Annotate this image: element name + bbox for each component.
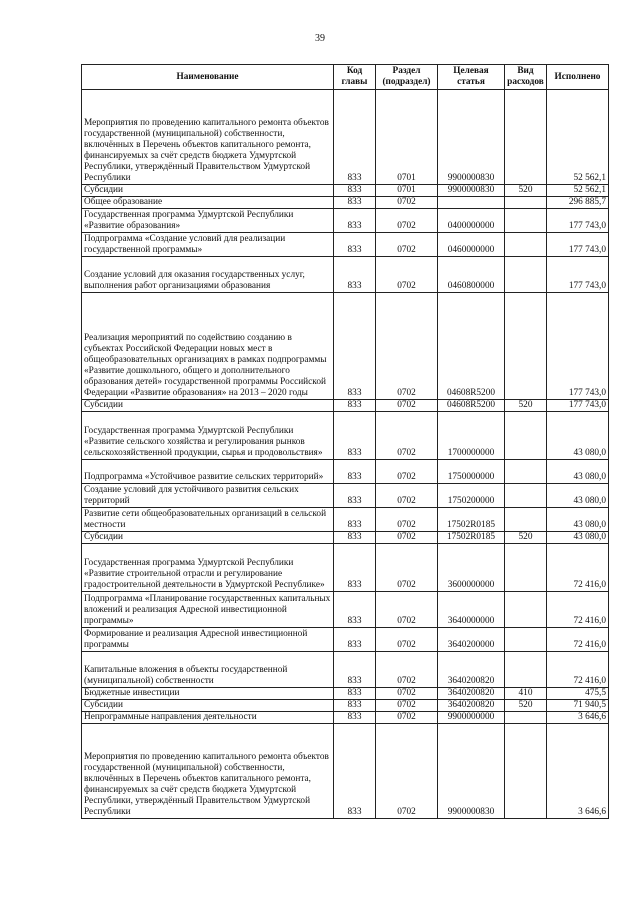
row-chapter-code: 833	[334, 724, 376, 819]
row-section: 0702	[376, 628, 438, 652]
row-chapter-code: 833	[334, 197, 376, 209]
row-expense-type	[505, 724, 547, 819]
row-chapter-code: 833	[334, 209, 376, 233]
row-chapter-code: 833	[334, 508, 376, 532]
row-expense-type	[505, 544, 547, 592]
table-row	[82, 712, 609, 724]
row-name: Субсидии	[82, 400, 334, 412]
row-executed-amount: 72 416,0	[547, 592, 609, 628]
row-name: Государственная программа Удмуртской Республики «Развитие сельского хозяйства и регулирования рынков сельскохозяйственной продукции, сырья и продовольствия»	[82, 412, 334, 460]
table-row	[82, 412, 609, 460]
row-target-article: 1750000000	[438, 460, 505, 484]
header-executed: Исполнено	[547, 65, 609, 90]
row-target-article: 04608R5200	[438, 400, 505, 412]
table-row	[82, 652, 609, 688]
table-row	[82, 197, 609, 209]
table-row	[82, 508, 609, 532]
row-target-article: 3640200820	[438, 688, 505, 700]
row-target-article: 04608R5200	[438, 293, 505, 400]
row-executed-amount: 72 416,0	[547, 544, 609, 592]
row-executed-amount: 475,5	[547, 688, 609, 700]
row-executed-amount: 177 743,0	[547, 209, 609, 233]
row-name: Создание условий для устойчивого развития сельских территорий	[82, 484, 334, 508]
row-expense-type: 520	[505, 185, 547, 197]
row-name: Реализация мероприятий по содействию созданию в субъектах Российской Федерации новых мест в общеобразовательных организациях в рамках подпрограммы «Развитие дошкольного, общего и дополнительного образования детей» государственной программы Российской Федерации «Развитие образования» на 2013 – 2020 годы	[82, 293, 334, 400]
row-expense-type	[505, 628, 547, 652]
row-target-article: 17502R0185	[438, 508, 505, 532]
row-target-article: 3640200000	[438, 628, 505, 652]
row-expense-type	[505, 712, 547, 724]
row-name: Создание условий для оказания государственных услуг, выполнения работ организациями образования	[82, 257, 334, 293]
row-name: Подпрограмма «Планирование государственных капитальных вложений и реализация Адресной инвестиционной программы»	[82, 592, 334, 628]
row-target-article: 1700000000	[438, 412, 505, 460]
table-row	[82, 724, 609, 819]
row-chapter-code: 833	[334, 412, 376, 460]
row-target-article: 3600000000	[438, 544, 505, 592]
row-chapter-code: 833	[334, 712, 376, 724]
budget-execution-table	[81, 64, 609, 819]
row-name: Подпрограмма «Создание условий для реализации государственной программы»	[82, 233, 334, 257]
row-section: 0702	[376, 293, 438, 400]
row-executed-amount: 72 416,0	[547, 652, 609, 688]
row-section: 0702	[376, 412, 438, 460]
row-target-article: 3640200820	[438, 652, 505, 688]
row-executed-amount: 177 743,0	[547, 293, 609, 400]
row-chapter-code: 833	[334, 293, 376, 400]
row-executed-amount: 52 562,1	[547, 185, 609, 197]
row-name: Общее образование	[82, 197, 334, 209]
row-chapter-code: 833	[334, 233, 376, 257]
row-executed-amount: 43 080,0	[547, 460, 609, 484]
row-section: 0702	[376, 724, 438, 819]
row-target-article: 9900000000	[438, 712, 505, 724]
row-name: Субсидии	[82, 185, 334, 197]
table-row	[82, 544, 609, 592]
row-name: Формирование и реализация Адресной инвестиционной программы	[82, 628, 334, 652]
row-section: 0702	[376, 197, 438, 209]
header-name: Наименование	[82, 65, 334, 90]
row-target-article	[438, 197, 505, 209]
row-chapter-code: 833	[334, 688, 376, 700]
table-row	[82, 257, 609, 293]
row-section: 0702	[376, 700, 438, 712]
row-expense-type	[505, 233, 547, 257]
row-section: 0702	[376, 400, 438, 412]
header-section: Раздел (подраздел)	[376, 65, 438, 90]
row-expense-type	[505, 197, 547, 209]
row-expense-type	[505, 293, 547, 400]
row-executed-amount: 177 743,0	[547, 233, 609, 257]
row-target-article: 0400000000	[438, 209, 505, 233]
row-name: Мероприятия по проведению капитального ремонта объектов государственной (муниципальной) собственности, включённых в Перечень объектов капитального ремонта, финансируемых за счёт средств бюджета Удмуртской Республики, утверждённый Правительством Удмуртской Республики	[82, 90, 334, 185]
row-expense-type	[505, 652, 547, 688]
row-name: Субсидии	[82, 532, 334, 544]
table-row	[82, 532, 609, 544]
row-executed-amount: 296 885,7	[547, 197, 609, 209]
row-name: Бюджетные инвестиции	[82, 688, 334, 700]
row-expense-type	[505, 90, 547, 185]
table-row	[82, 484, 609, 508]
table-row	[82, 400, 609, 412]
row-expense-type	[505, 209, 547, 233]
row-section: 0701	[376, 185, 438, 197]
row-chapter-code: 833	[334, 400, 376, 412]
row-section: 0702	[376, 652, 438, 688]
row-target-article: 3640200820	[438, 700, 505, 712]
table-row	[82, 688, 609, 700]
row-section: 0701	[376, 90, 438, 185]
row-name: Подпрограмма «Устойчивое развитие сельских территорий»	[82, 460, 334, 484]
row-chapter-code: 833	[334, 484, 376, 508]
row-executed-amount: 177 743,0	[547, 400, 609, 412]
row-name: Капитальные вложения в объекты государственной (муниципальной) собственности	[82, 652, 334, 688]
row-expense-type	[505, 592, 547, 628]
header-target-article: Целевая статья	[438, 65, 505, 90]
row-executed-amount: 72 416,0	[547, 628, 609, 652]
row-chapter-code: 833	[334, 532, 376, 544]
row-section: 0702	[376, 257, 438, 293]
row-executed-amount: 43 080,0	[547, 484, 609, 508]
row-chapter-code: 833	[334, 592, 376, 628]
table-row	[82, 460, 609, 484]
row-executed-amount: 52 562,1	[547, 90, 609, 185]
row-expense-type	[505, 257, 547, 293]
row-chapter-code: 833	[334, 628, 376, 652]
row-target-article: 9900000830	[438, 90, 505, 185]
row-section: 0702	[376, 460, 438, 484]
row-name: Мероприятия по проведению капитального ремонта объектов государственной (муниципальной) собственности, включённых в Перечень объектов капитального ремонта, финансируемых за счёт средств бюджета Удмуртской Республики, утверждённый Правительством Удмуртской Республики	[82, 724, 334, 819]
table-row	[82, 628, 609, 652]
row-expense-type: 520	[505, 532, 547, 544]
table-row	[82, 233, 609, 257]
row-section: 0702	[376, 233, 438, 257]
row-executed-amount: 43 080,0	[547, 508, 609, 532]
table-row	[82, 293, 609, 400]
row-name: Развитие сети общеобразовательных организаций в сельской местности	[82, 508, 334, 532]
row-executed-amount: 177 743,0	[547, 257, 609, 293]
row-executed-amount: 43 080,0	[547, 412, 609, 460]
row-name: Государственная программа Удмуртской Республики «Развитие строительной отрасли и регулирование градостроительной деятельности в Удмуртской Республике»	[82, 544, 334, 592]
row-section: 0702	[376, 688, 438, 700]
row-expense-type: 520	[505, 400, 547, 412]
row-chapter-code: 833	[334, 185, 376, 197]
page-number: 39	[315, 33, 325, 44]
row-target-article: 3640000000	[438, 592, 505, 628]
row-section: 0702	[376, 209, 438, 233]
row-section: 0702	[376, 484, 438, 508]
row-chapter-code: 833	[334, 257, 376, 293]
row-section: 0702	[376, 508, 438, 532]
table-header-row	[82, 65, 609, 90]
row-executed-amount: 3 646,6	[547, 724, 609, 819]
row-expense-type	[505, 508, 547, 532]
row-target-article: 9900000830	[438, 185, 505, 197]
header-expense-type: Вид расходов	[505, 65, 547, 90]
row-target-article: 0460800000	[438, 257, 505, 293]
row-target-article: 9900000830	[438, 724, 505, 819]
row-expense-type	[505, 484, 547, 508]
row-expense-type	[505, 460, 547, 484]
row-executed-amount: 3 646,6	[547, 712, 609, 724]
row-name: Государственная программа Удмуртской Республики «Развитие образования»	[82, 209, 334, 233]
row-target-article: 17502R0185	[438, 532, 505, 544]
row-expense-type: 410	[505, 688, 547, 700]
row-section: 0702	[376, 544, 438, 592]
row-chapter-code: 833	[334, 700, 376, 712]
row-expense-type	[505, 412, 547, 460]
table-row	[82, 592, 609, 628]
header-chapter-code: Код главы	[334, 65, 376, 90]
row-target-article: 0460000000	[438, 233, 505, 257]
table-row	[82, 185, 609, 197]
row-executed-amount: 43 080,0	[547, 532, 609, 544]
row-chapter-code: 833	[334, 544, 376, 592]
table-row	[82, 90, 609, 185]
row-chapter-code: 833	[334, 90, 376, 185]
row-section: 0702	[376, 712, 438, 724]
row-section: 0702	[376, 592, 438, 628]
row-executed-amount: 71 940,5	[547, 700, 609, 712]
row-section: 0702	[376, 532, 438, 544]
row-chapter-code: 833	[334, 652, 376, 688]
table-row	[82, 700, 609, 712]
row-name: Непрограммные направления деятельности	[82, 712, 334, 724]
row-name: Субсидии	[82, 700, 334, 712]
table-row	[82, 209, 609, 233]
row-chapter-code: 833	[334, 460, 376, 484]
row-target-article: 1750200000	[438, 484, 505, 508]
row-expense-type: 520	[505, 700, 547, 712]
